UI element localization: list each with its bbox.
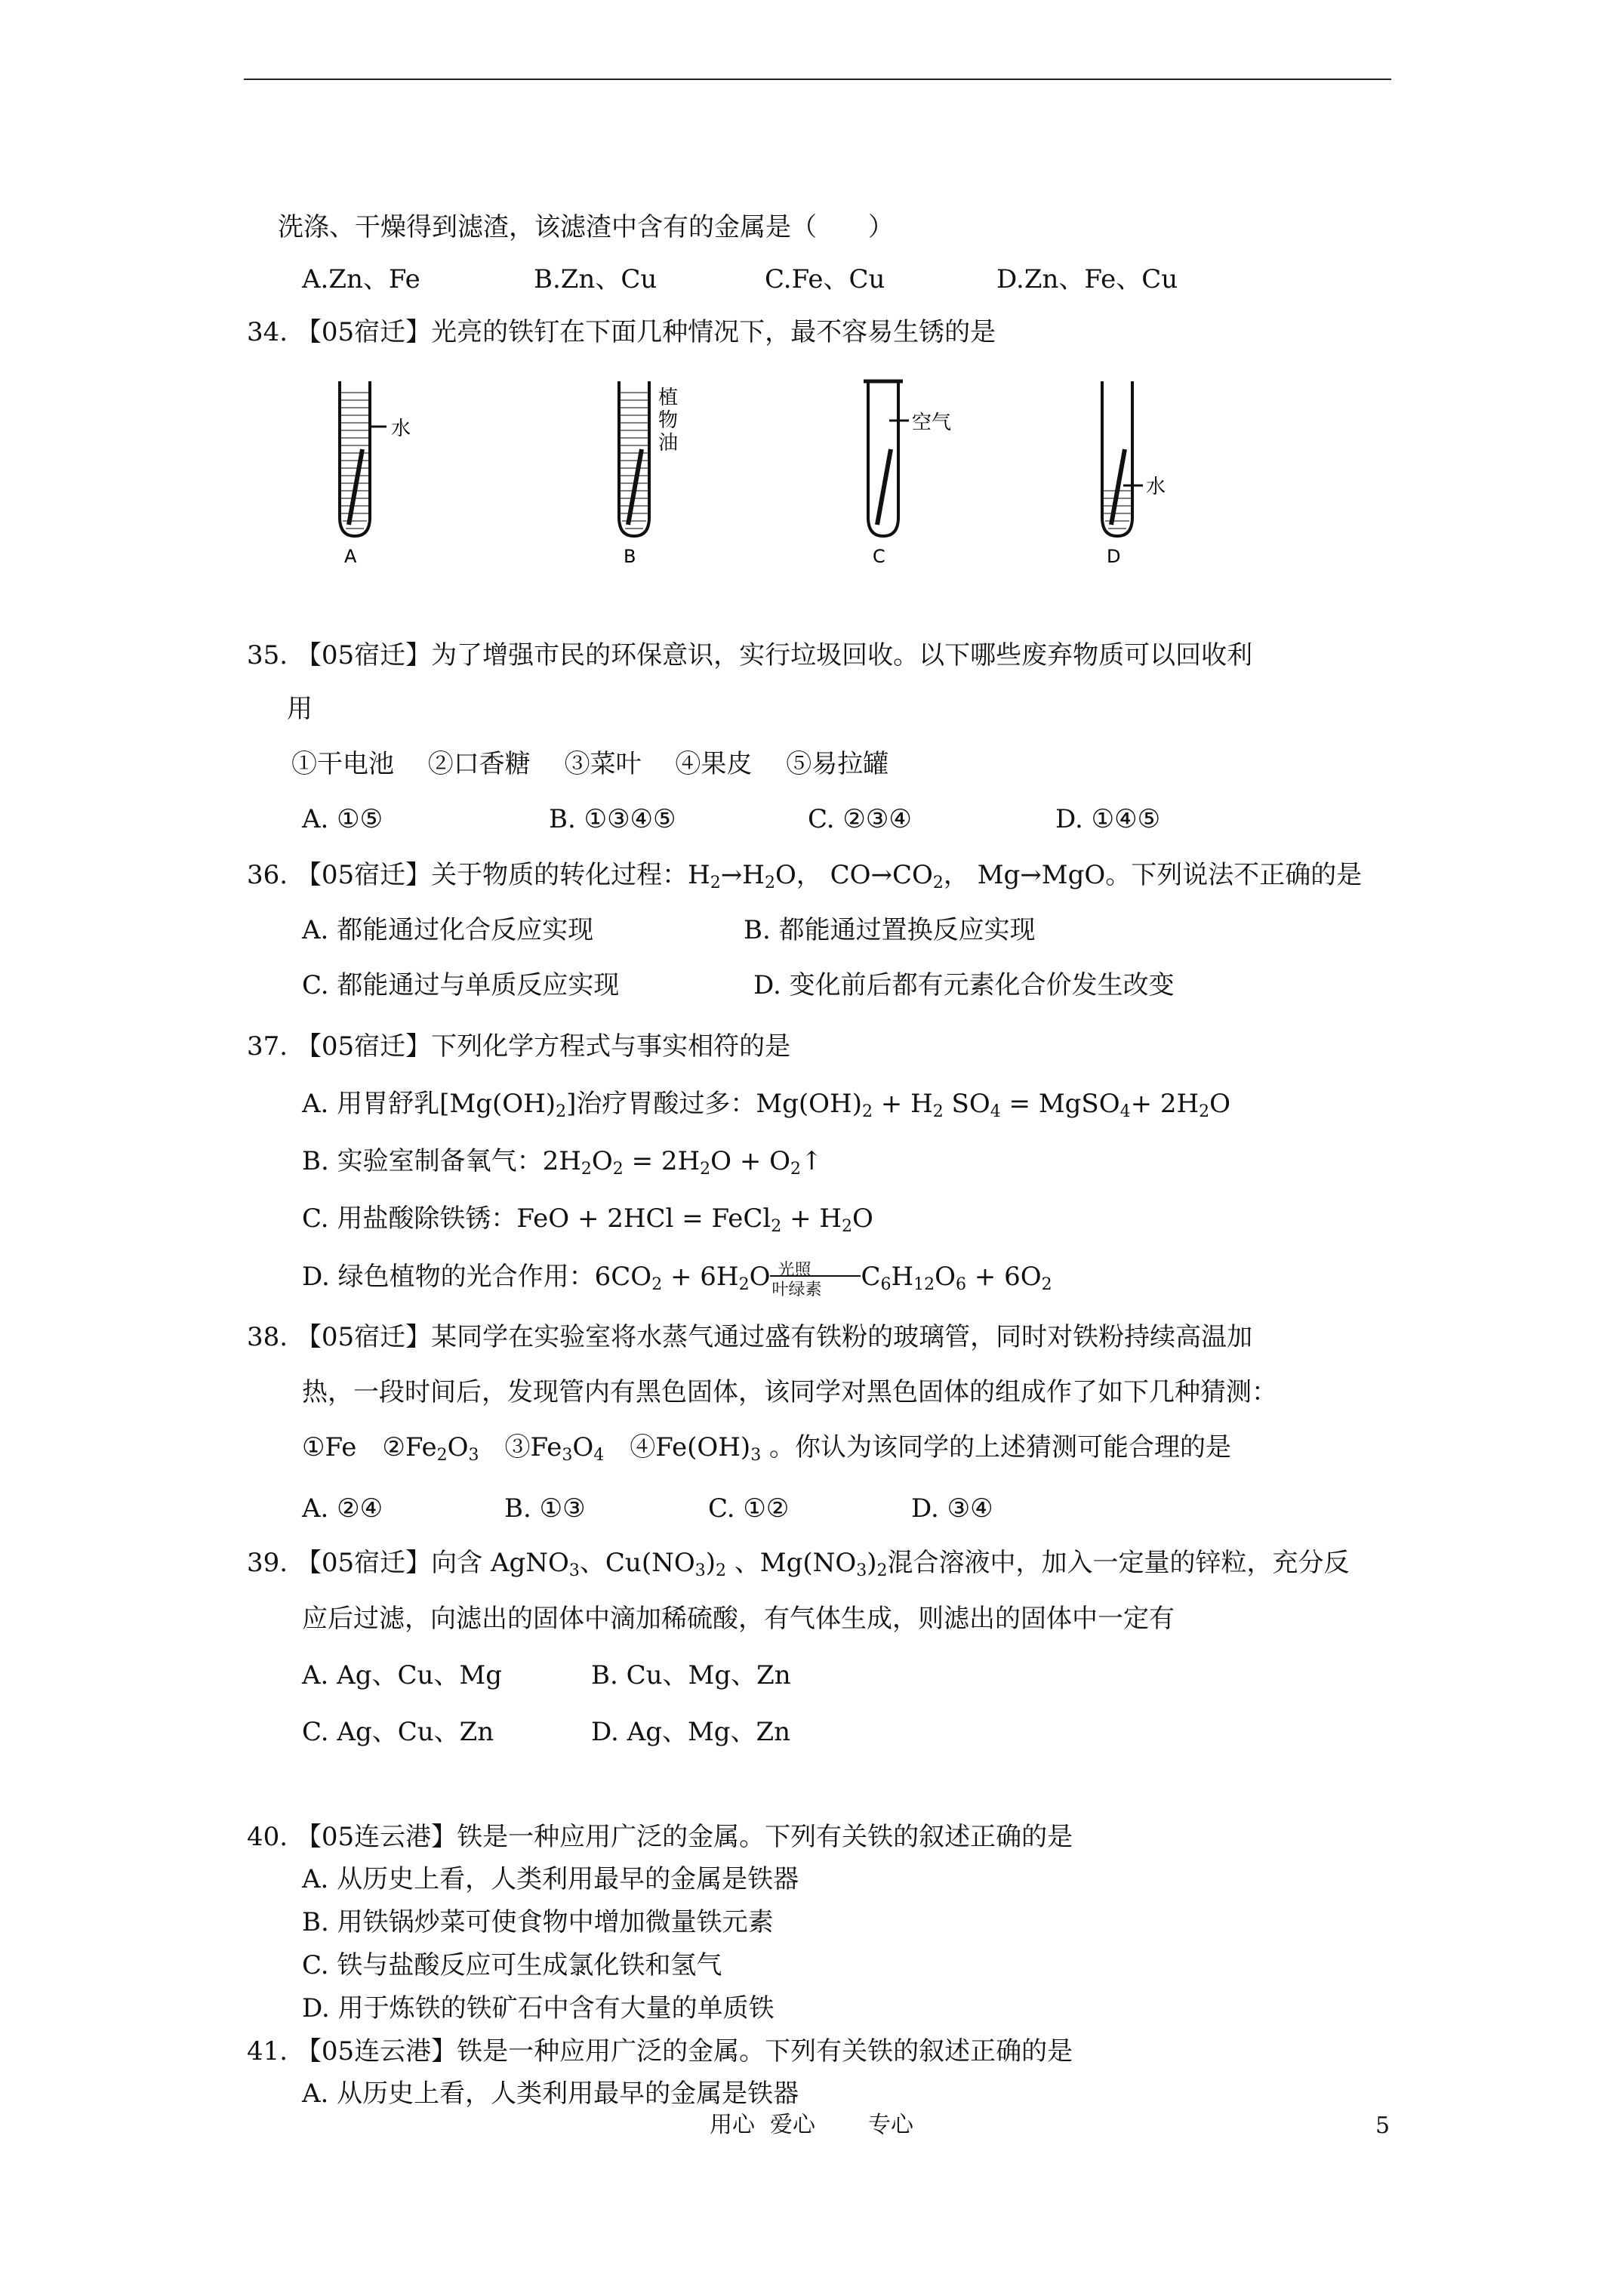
reaction-condition: 光照 叶绿素 — [770, 1260, 861, 1293]
tube-d-label: 水 — [1146, 476, 1166, 498]
q40-option-b: B. 用铁锅炒菜可使食物中增加微量铁元素 — [302, 1907, 774, 1937]
q37-option-b: B. 实验室制备氧气：$2H_2O_2 = 2H_2O$ + $O_2↑$ — [302, 1146, 823, 1179]
q36-option-c: C. 都能通过与单质反应实现 — [302, 970, 620, 1000]
q38-line2: 热，一段时间后，发现管内有黑色固体，该同学对黑色固体的组成作了如下几种猜测： — [302, 1377, 1277, 1407]
q39-option-d: D. Ag、Mg、Zn — [591, 1717, 791, 1747]
q39-option-b: B. Cu、Mg、Zn — [591, 1660, 791, 1690]
test-tube-figure — [317, 366, 1223, 570]
q35-stem-line2: 用 — [287, 694, 313, 724]
q37-option-d: D. 绿色植物的光合作用：$6CO_2 + 6H_2O$ 光照 叶绿素 $C_6H_{12}O_6 + 6O_2$ — [302, 1261, 1052, 1299]
q37-stem: 37. 【05宿迁】下列化学方程式与事实相符的是 — [247, 1031, 791, 1062]
page-number: 5 — [1375, 2113, 1390, 2139]
footer-item-2: 爱心 — [770, 2112, 815, 2138]
tube-b — [619, 381, 678, 567]
q35-items: ①干电池 ②口香糖 ③菜叶 ④果皮 ⑤易拉罐 — [291, 749, 889, 779]
tube-a-letter: A — [344, 546, 357, 567]
q41-option-a: A. 从历史上看，人类利用最早的金属是铁器 — [302, 2079, 799, 2109]
tube-c-letter: C — [873, 546, 885, 567]
q37-option-c: C. 用盐酸除铁锈：FeO + 2HCl = FeCl$_2$ + $H_2O$ — [302, 1203, 873, 1236]
q36-option-b: B. 都能通过置换反应实现 — [744, 915, 1036, 945]
q38-option-a: A. ②④ — [302, 1493, 383, 1524]
q39-option-a: A. Ag、Cu、Mg — [302, 1660, 502, 1690]
q33-continuation: 洗涤、干燥得到滤渣，该滤渣中含有的金属是（ ） — [278, 212, 894, 242]
q34-stem: 34. 【05宿迁】光亮的铁钉在下面几种情况下，最不容易生锈的是 — [247, 317, 996, 347]
q40-option-c: C. 铁与盐酸反应可生成氯化铁和氢气 — [302, 1950, 722, 1980]
q39-line1: 39. 【05宿迁】向含 AgNO$_3$、$Cu(NO_3)_2$ 、$Mg(NO_3)_2$混合溶液中，加入一定量的锌粒，充分反 — [247, 1548, 1350, 1580]
tube-d — [1102, 381, 1166, 567]
q36-option-d: D. 变化前后都有元素化合价发生改变 — [753, 970, 1175, 1000]
q38-line1: 38. 【05宿迁】某同学在实验室将水蒸气通过盛有铁粉的玻璃管，同时对铁粉持续高温加 — [247, 1322, 1253, 1352]
tube-a-label: 水 — [391, 418, 411, 440]
tube-c — [864, 381, 951, 567]
q37-option-a: A. 用胃舒乳$[Mg(OH)_2]$治疗胃酸过多：$Mg(OH)_2 + H_2$ $SO_4$ = MgSO$_4$+ $2H_2O$ — [302, 1089, 1231, 1121]
q33-option-d: D.Zn、Fe、Cu — [996, 264, 1178, 294]
footer-item-1: 用心 — [710, 2112, 755, 2138]
q41-stem: 41. 【05连云港】铁是一种应用广泛的金属。下列有关铁的叙述正确的是 — [247, 2036, 1073, 2066]
q40-option-d: D. 用于炼铁的铁矿石中含有大量的单质铁 — [302, 1993, 775, 2023]
q40-stem: 40. 【05连云港】铁是一种应用广泛的金属。下列有关铁的叙述正确的是 — [247, 1822, 1073, 1852]
tube-b-label-1: 植 — [658, 387, 679, 409]
q35-option-d: D. ①④⑤ — [1055, 804, 1161, 834]
tube-b-letter: B — [624, 546, 636, 567]
q35-option-c: C. ②③④ — [808, 804, 912, 834]
footer-item-3: 专心 — [868, 2112, 913, 2138]
q33-option-a: A.Zn、Fe — [302, 264, 420, 294]
tube-c-label: 空气 — [912, 411, 952, 434]
q38-line3: ①Fe $②Fe_2O_3$ $③Fe_3O_4$ $④Fe(OH)_3$ 。你认为该同学的上述猜测可能合理的是 — [302, 1432, 1231, 1465]
q33-option-b: B.Zn、Cu — [534, 264, 658, 294]
q33-option-c: C.Fe、Cu — [765, 264, 885, 294]
tube-b-label-3: 油 — [658, 432, 679, 455]
q36-stem: 36. 【05宿迁】关于物质的转化过程：$H_2\to H_2O$， $CO\to CO_2$， Mg→MgO。下列说法不正确的是 — [247, 860, 1363, 892]
q39-option-c: C. Ag、Cu、Zn — [302, 1717, 494, 1747]
tube-b-label-2: 物 — [658, 409, 679, 432]
q40-option-a: A. 从历史上看，人类利用最早的金属是铁器 — [302, 1864, 799, 1894]
q35-option-b: B. ①③④⑤ — [549, 804, 676, 834]
q38-option-d: D. ③④ — [911, 1493, 993, 1524]
q35-stem-line1: 35. 【05宿迁】为了增强市民的环保意识，实行垃圾回收。以下哪些废弃物质可以回收利 — [247, 640, 1253, 670]
q39-line2: 应后过滤，向滤出的固体中滴加稀硫酸，有气体生成，则滤出的固体中一定有 — [302, 1604, 1175, 1634]
q38-option-b: B. ①③ — [504, 1493, 586, 1524]
q36-option-a: A. 都能通过化合反应实现 — [302, 915, 594, 945]
q35-option-a: A. ①⑤ — [302, 804, 383, 834]
tube-a — [340, 381, 411, 567]
tube-d-letter: D — [1107, 546, 1121, 567]
header-rule — [244, 79, 1391, 80]
q38-option-c: C. ①② — [708, 1493, 790, 1524]
